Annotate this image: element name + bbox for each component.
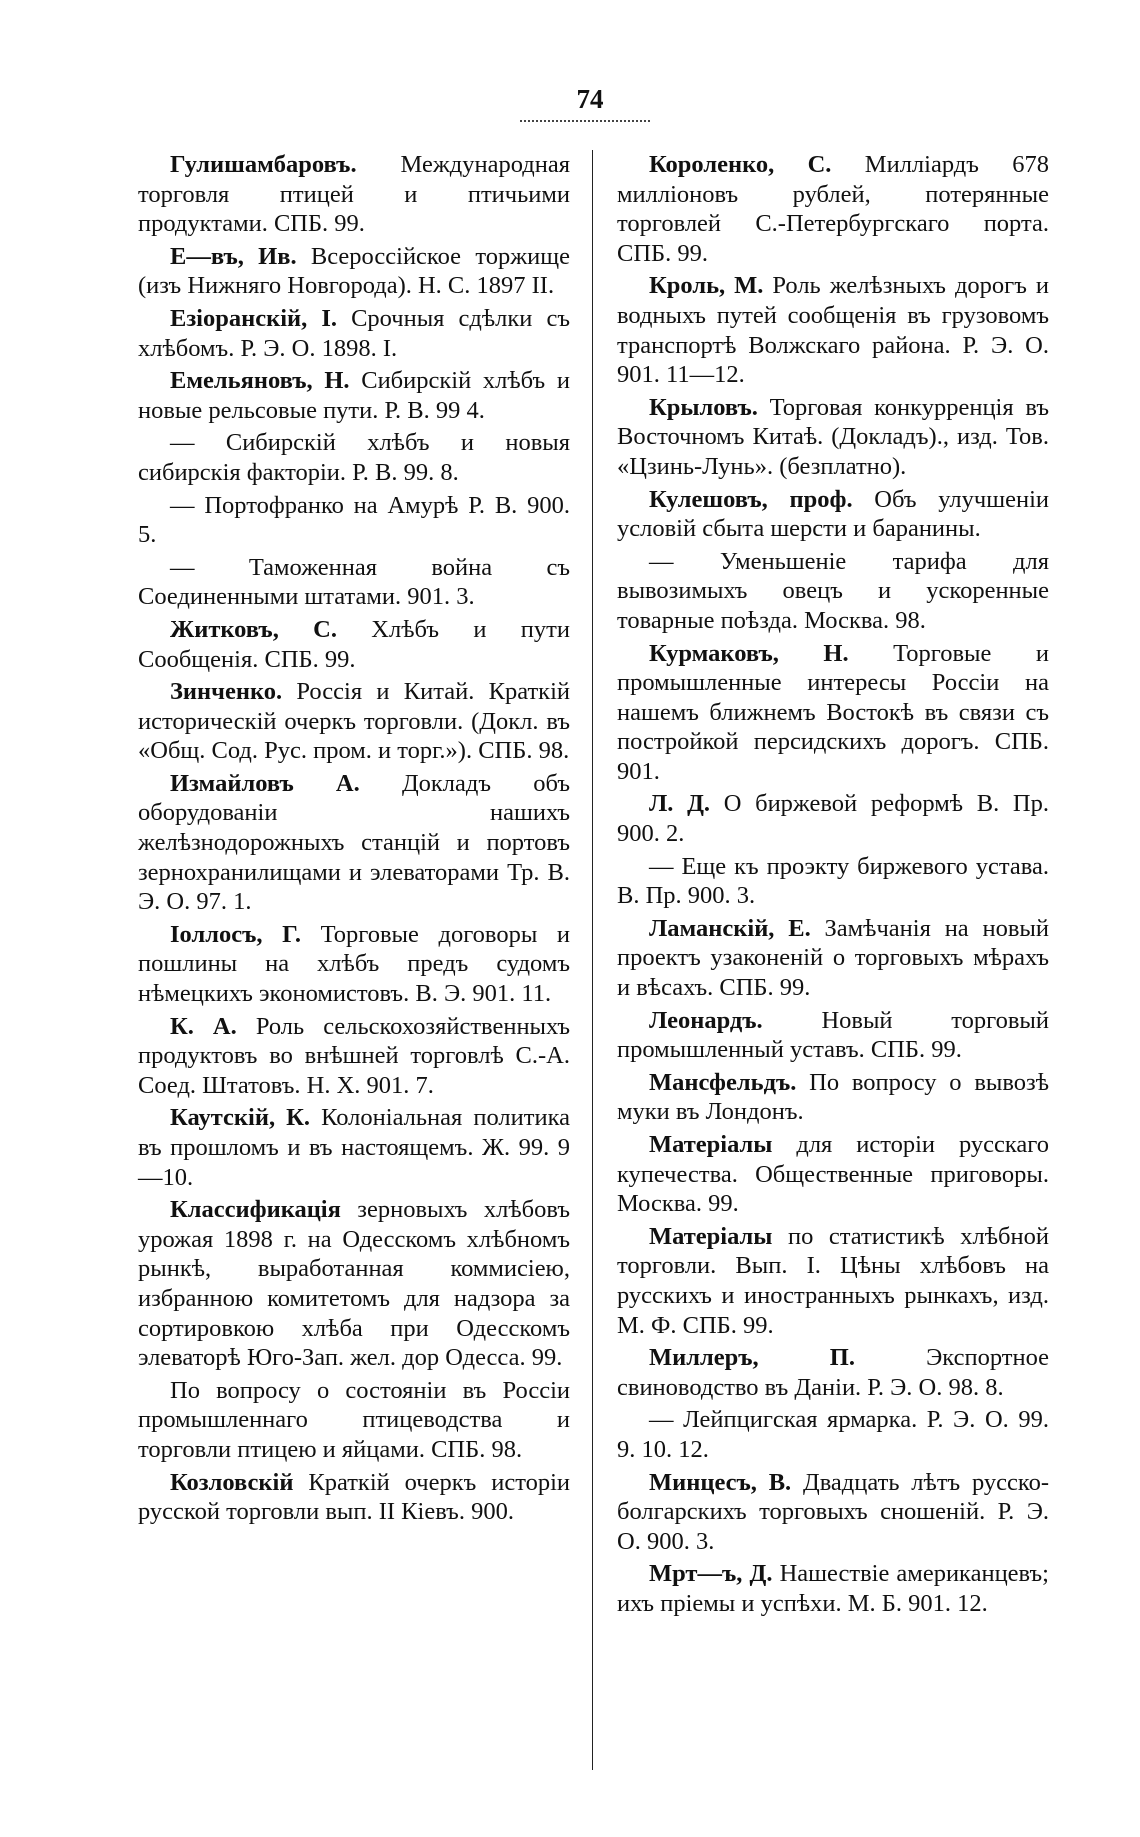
entry-author: Кулешовъ, проф. — [649, 485, 853, 513]
entry-author: Мрт—ъ, Д. — [649, 1560, 773, 1588]
entry-author: Классификація — [170, 1196, 341, 1224]
entry-text: Международная торговля птицей и птичьими продуктами. СПБ. 99. — [138, 151, 570, 238]
column-divider — [592, 150, 593, 1770]
entry-text: По вопросу о состояніи въ Россіи промышленнаго птицеводства и торговли птицею и яйцами. СПБ. 98. — [138, 1376, 570, 1463]
entry-text: — Еще къ проэкту биржевого устава. В. Пр. 900. 3. — [617, 852, 1049, 910]
entry-author: Минцесъ, В. — [649, 1468, 792, 1496]
bibliography-entry — [617, 1006, 1049, 1065]
entry-author: Миллеръ, П. — [649, 1344, 855, 1372]
entry-author: Леонардъ. — [649, 1006, 763, 1034]
entry-author: Гулишамбаровъ. — [170, 151, 357, 178]
entry-author: Матеріалы — [649, 1222, 773, 1250]
entry-author: Ламанскій, Е. — [649, 914, 811, 942]
bibliography-entry — [617, 852, 1049, 911]
entry-author: Л. Д. — [649, 790, 711, 818]
entry-text: Торговые и промышленные интересы Россіи на нашемъ ближнемъ Востокѣ въ связи съ постройкой персидскихъ дорогъ. СПБ. 901. — [617, 639, 1049, 785]
bibliography-entry — [617, 789, 1049, 848]
entry-author: Іоллосъ, Г. — [170, 920, 302, 948]
entry-author: Кроль, М. — [649, 272, 764, 300]
entry-text: Объ улучшеніи условій сбыта шерсти и баранины. — [617, 485, 1049, 543]
bibliography-entry — [138, 1468, 570, 1527]
entry-author: К. А. — [170, 1012, 237, 1040]
entry-text: Замѣчанія на новый проектъ узаконеній о торговыхъ мѣрахъ и вѣсахъ. СПБ. 99. — [617, 914, 1049, 1002]
entry-text: Докладъ объ оборудованіи нашихъ желѣзнодорожныхъ станцій и портовъ зернохранилищами и элеваторами Тр. В. Э. О. 97. 1. — [138, 769, 570, 916]
bibliography-entry — [138, 491, 570, 550]
left-column — [138, 150, 570, 1530]
page-number-rule — [520, 120, 650, 122]
entry-text: Торговая конкурренція въ Восточномъ Китаѣ. (Докладъ)., изд. Тов. «Цзинь-Лунь». (безплатно). — [617, 393, 1049, 480]
entry-text: Сибирскій хлѣбъ и новые рельсовые пути. Р. В. 99 4. — [138, 367, 571, 424]
entry-text: Роль сельскохозяйственныхъ продуктовъ во внѣшней торговлѣ С.-А. Соед. Штатовъ. Н. Х. 901. 7. — [138, 1012, 570, 1099]
bibliography-entry — [138, 553, 570, 612]
bibliography-entry — [138, 242, 570, 301]
page-number: 74 — [576, 84, 604, 114]
bibliography-entry — [617, 150, 1049, 268]
entry-author: Короленко, С. — [649, 151, 832, 178]
entry-text: по статистикѣ хлѣбной торговли. Вып. I. Цѣны хлѣбовъ на русскихъ и иностранныхъ рынкахъ, изд. М. Ф. СПБ. 99. — [617, 1222, 1049, 1339]
bibliography-entry — [138, 304, 570, 363]
entry-text: Хлѣбъ и пути Сообщенія. СПБ. 99. — [138, 615, 570, 673]
entry-author: Каутскій, К. — [170, 1104, 311, 1132]
entry-text: Всероссійское торжище (изъ Нижняго Новгорода). Н. С. 1897 II. — [138, 242, 570, 300]
entry-text: Роль желѣзныхъ дорогъ и водныхъ путей сообщенія въ грузовомъ транспортѣ Волжскаго района. Р. Э. О. 901. 11—12. — [617, 272, 1049, 389]
bibliography-entry — [617, 547, 1049, 636]
entry-author: Курмаковъ, Н. — [649, 639, 849, 667]
bibliography-entry — [617, 914, 1049, 1003]
entry-text: Двадцать лѣтъ русско-болгарскихъ торговыхъ сношеній. Р. Э. О. 900. 3. — [617, 1468, 1049, 1555]
entry-text: Новый торговый промышленный уставъ. СПБ. 99. — [617, 1006, 1049, 1064]
entry-text: Нашествіе американцевъ; ихъ пріемы и успѣхи. М. Б. 901. 12. — [617, 1560, 1049, 1617]
entry-text: — Сибирскій хлѣбъ и новыя сибирскія факторіи. Р. В. 99. 8. — [138, 429, 570, 486]
entry-text: зерновыхъ хлѣбовъ урожая 1898 г. на Одесскомъ хлѣбномъ рынкѣ, выработанная коммисіею, избранною комитетомъ для надзора за сортировкою хлѣба при Одесскомъ элеваторѣ Юго-Зап. жел. дор Одесса. 99. — [138, 1196, 570, 1372]
entry-text: Торговые договоры и пошлины на хлѣбъ предъ судомъ нѣмецкихъ экономистовъ. В. Э. 901. 11. — [138, 920, 571, 1008]
entry-text: — Лейпцигская ярмарка. Р. Э. О. 99. 9. 10. 12. — [617, 1406, 1049, 1463]
entry-author: Емельяновъ, Н. — [170, 367, 350, 395]
entry-text: — Таможенная война съ Соединенными штатами. 901. 3. — [138, 553, 570, 611]
bibliography-entry — [617, 1405, 1049, 1464]
entry-author: Зинченко. — [170, 678, 283, 706]
bibliography-entry — [617, 1343, 1049, 1402]
bibliography-entry — [617, 1130, 1049, 1219]
entry-text: для исторіи русскаго купечества. Общественные приговоры. Москва. 99. — [617, 1131, 1049, 1218]
entry-text: Колоніальная политика въ прошломъ и въ настоящемъ. Ж. 99. 9—10. — [138, 1104, 570, 1191]
entry-text: Россія и Китай. Краткій историческій очеркъ торговли. (Докл. въ «Общ. Сод. Рус. пром. и торг.»). СПБ. 98. — [138, 678, 570, 765]
bibliography-entry — [138, 428, 570, 487]
bibliography-entry — [138, 1195, 570, 1373]
bibliography-entry — [138, 1012, 570, 1101]
bibliography-entry — [138, 1376, 570, 1465]
entry-author: Измайловъ А. — [170, 769, 360, 797]
bibliography-entry — [138, 366, 570, 425]
entry-text: О биржевой реформѣ В. Пр. 900. 2. — [617, 790, 1049, 848]
bibliography-entry — [138, 677, 570, 766]
bibliography-entry — [138, 150, 570, 239]
entry-text: — Уменьшеніе тарифа для вывозимыхъ овецъ и ускоренные товарные поѣзда. Москва. 98. — [617, 547, 1049, 634]
bibliography-entry — [138, 769, 570, 917]
bibliography-entry — [138, 1103, 570, 1192]
right-column — [617, 150, 1049, 1622]
bibliography-entry — [617, 485, 1049, 544]
entry-author: Матеріалы — [649, 1131, 773, 1158]
entry-text: Милліардъ 678 милліоновъ рублей, потерянные торговлей С.-Петербургскаго порта. СПБ. 99. — [617, 151, 1049, 267]
entry-author: Житковъ, С. — [170, 615, 337, 643]
bibliography-entry — [138, 615, 570, 674]
entry-text: По вопросу о вывозѣ муки въ Лондонъ. — [617, 1068, 1049, 1126]
entry-author: Козловскій — [170, 1468, 294, 1496]
bibliography-entry — [617, 1222, 1049, 1340]
entry-text: Экспортное свиноводство въ Даніи. Р. Э. О. 98. 8. — [617, 1344, 1050, 1401]
bibliography-entry — [617, 271, 1049, 389]
bibliography-entry — [617, 1068, 1049, 1127]
entry-author: Езіоранскій, І. — [170, 304, 337, 332]
bibliography-entry — [617, 1468, 1049, 1557]
entry-author: Крыловъ. — [649, 393, 758, 421]
entry-text: Краткій очеркъ исторіи русской торговли вып. II Кіевъ. 900. — [138, 1468, 570, 1526]
entry-author: Мансфельдъ. — [649, 1068, 797, 1096]
entry-author: Е—въ, Ив. — [170, 242, 297, 270]
bibliography-entry — [617, 393, 1049, 482]
bibliography-entry — [138, 920, 570, 1009]
entry-text: Срочныя сдѣлки съ хлѣбомъ. Р. Э. О. 1898. I. — [138, 304, 570, 362]
bibliography-entry — [617, 1559, 1049, 1618]
entry-text: — Портофранко на Амурѣ Р. В. 900. 5. — [138, 491, 570, 549]
bibliography-entry — [617, 639, 1049, 787]
